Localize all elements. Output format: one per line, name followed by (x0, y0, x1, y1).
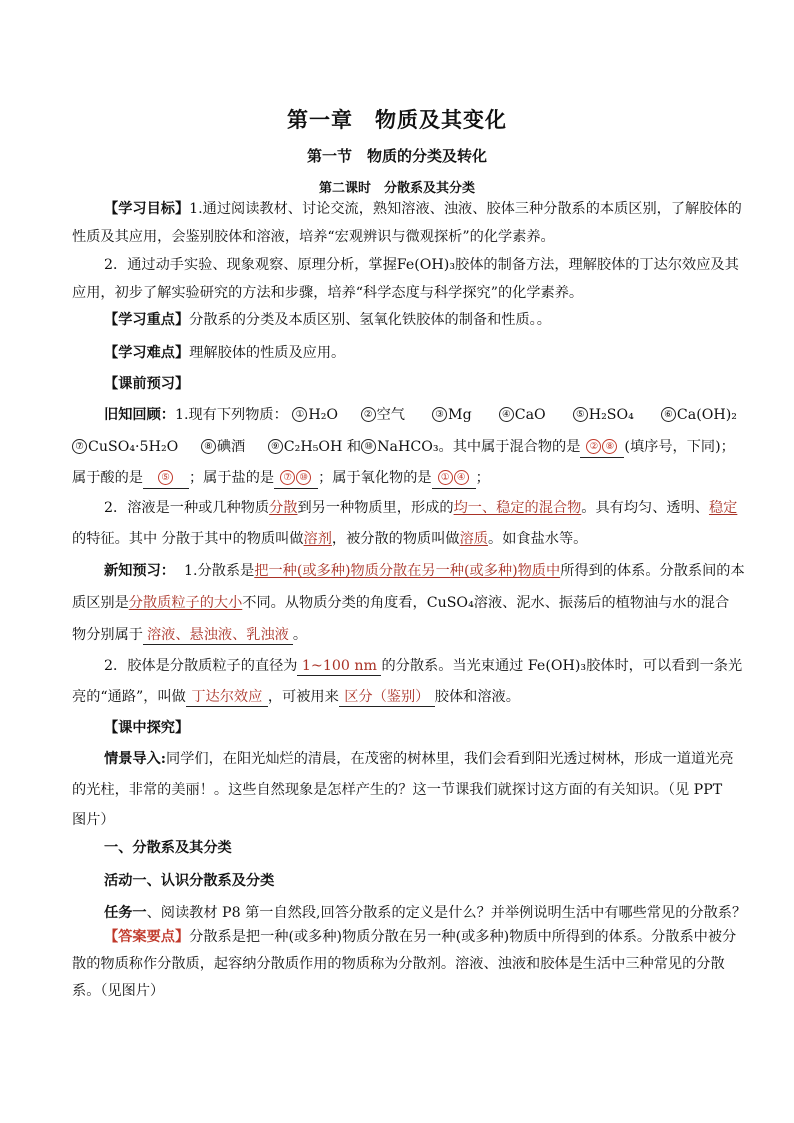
dispersion-line-3: 物分别属于 溶液、悬浊液、乳浊液 。 (72, 627, 308, 643)
answer-line-1: 【答案要点】分散系是把一种(或多种)物质分散在另一种(或多种)物质中所得到的体系。分散系中被分 (104, 929, 737, 945)
substances-line-2: ⑦ CuSO₄·5H₂O ⑧ 碘酒 ⑨ C₂H₅OH 和 ⑩ NaHCO₃。其中属于混合物的是 ② ⑧ (填序号，下同)； (72, 437, 735, 458)
difficult-points-label: 【学习难点】 (104, 345, 190, 361)
intro-line-1: 情景导入:同学们，在阳光灿烂的清晨，在茂密的树林里，我们会看到阳光透过树林，形成一道道光亮 (104, 751, 734, 767)
acid-salt-oxide-line: 属于酸的是 ⑤ ；属于盐的是 ⑦ ⑩ ；属于氧化物的是 ① ④ ； (72, 468, 490, 489)
answer-line-2: 散的物质称作分散质，起容纳分散质作用的物质称为分散剂。溶液、浊液和胶体是生活中三种常见的分散 (72, 956, 725, 972)
number-8: ⑧ (201, 439, 216, 454)
objectives-line-2: 性质及其应用，会鉴别胶体和溶液，培养“宏观辨识与微观探析”的化学素养。 (72, 229, 555, 245)
key-points: 【学习重点】分散系的分类及本质区别、氢氧化铁胶体的制备和性质。。 (104, 312, 551, 328)
preview-label: 【课前预习】 (104, 376, 190, 392)
objectives-line-4: 应用，初步了解实验研究的方法和步骤，培养“科学态度与科学探究”的化学素养。 (72, 285, 584, 301)
inclass-label: 【课中探究】 (104, 720, 190, 736)
answer-acid: ⑤ (143, 468, 189, 489)
number-7: ⑦ (72, 439, 87, 454)
colloid-line-1: 2．胶体是分散质粒子的直径为 1~100 nm 的分散系。当光束通过 Fe(OH)₃胶体时，可以看到一条光 (104, 658, 743, 674)
intro-line-2: 的光柱，非常的美丽！。这些自然现象是怎样产生的？这一节课我们就探讨这方面的有关知识。（见 PPT (72, 782, 723, 798)
number-2: ② (361, 407, 376, 422)
answer-salt: ⑦ ⑩ (274, 468, 318, 489)
section-title: 第一节 物质的分类及转化 (306, 147, 487, 165)
substances-line: 旧知回顾：1.现有下列物质： ① H₂O ② 空气 ③ Mg ④ CaO ⑤ H₂SO₄ ⑥ Ca(OH)₂ (104, 407, 737, 423)
number-10: ⑩ (361, 439, 376, 454)
number-4: ④ (499, 407, 514, 422)
answer-oxide: ① ④ (432, 468, 476, 489)
activity-heading: 活动一、认识分散系及分类 (104, 873, 275, 889)
answer-line-3: 系。（见图片） (72, 983, 165, 999)
number-6: ⑥ (661, 407, 676, 422)
part-heading: 一、分散系及其分类 (104, 840, 232, 856)
difficult-points: 【学习难点】理解胶体的性质及应用。 (104, 345, 346, 361)
objectives-line-3: 2．通过动手实验、现象观察、原理分析，掌握Fe(OH)₃胶体的制备方法，理解胶体的丁达尔效应及其 (104, 257, 739, 273)
intro-line-3: 图片） (72, 812, 115, 828)
lesson-title: 第二课时 分散系及其分类 (318, 181, 475, 196)
number-9: ⑨ (268, 439, 283, 454)
colloid-line-2: 亮的“通路”，叫做 丁达尔效应 ，可被用来 区分（鉴别） 胶体和溶液。 (72, 689, 520, 705)
objectives-label: 【学习目标】 (104, 201, 190, 217)
solution-line-2: 的特征。其中 分散于其中的物质叫做溶剂，被分散的物质叫做溶质。如食盐水等。 (72, 531, 588, 547)
dispersion-line-1: 新知预习： 1.分散系是把一种(或多种)物质分散在另一种(或多种)物质中所得到的体系。分散系间的本 (104, 563, 745, 579)
solution-line-1: 2．溶液是一种或几种物质分散到另一种物质里，形成的均一、稳定的混合物。具有均匀、透明、稳定 (104, 500, 738, 516)
key-points-label: 【学习重点】 (104, 312, 190, 328)
answer-label: 【答案要点】 (104, 929, 190, 945)
number-3: ③ (432, 407, 447, 422)
objectives-line-1: 【学习目标】1.通过阅读教材、讨论交流，熟知溶液、浊液、胶体三种分散系的本质区别，了解胶体的 (104, 201, 742, 217)
task-1: 任务一、阅读教材 P8 第一自然段,回答分散系的定义是什么？并举例说明生活中有哪些常见的分散系？ (104, 905, 747, 921)
number-5: ⑤ (573, 407, 588, 422)
chapter-title: 第一章 物质及其变化 (287, 107, 507, 132)
dispersion-line-2: 质区别是分散质粒子的大小不同。从物质分类的角度看，CuSO₄溶液、泥水、振荡后的植物油与水的混合 (72, 595, 730, 611)
number-1: ① (292, 407, 307, 422)
answer-mixture: ② ⑧ (580, 437, 624, 458)
